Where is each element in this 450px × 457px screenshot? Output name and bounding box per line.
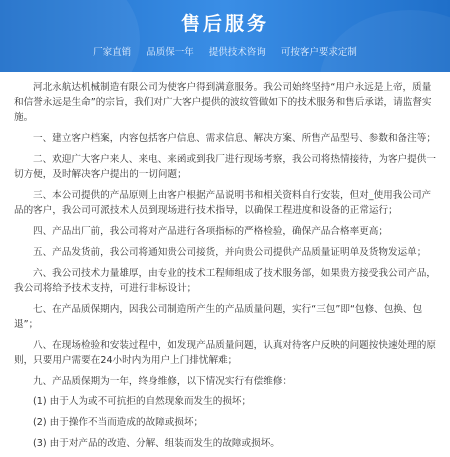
intro-paragraph: 河北永航达机械制造有限公司为使客户得到满意服务。我公司始终坚持“用户永远是上帝，质量和信誉永远是生命”的宗旨，我们对广大客户提供的波纹管做如下的技术服务和售后承诺，请监督实施。 — [14, 82, 432, 124]
service-item-7: 七、在产品质保期内，因我公司制造所产生的产品质量问题，实行“三包”即“包修、包换、包退”； — [14, 303, 423, 330]
slogan-bar — [0, 44, 450, 58]
paid-repair-condition-1: (1) 由于人为或不可抗拒的自然现象而发生的损坏； — [33, 396, 252, 408]
service-item-1: 一、建立客户档案，内容包括客户信息、需求信息、解决方案、所售产品型号、参数和备注等； — [33, 133, 436, 145]
slogan-warranty: 品质保一年 — [146, 47, 194, 58]
service-item-8: 八、在现场检验和安装过程中，如发现产品质量问题，认真对待客户反映的问题按快速处理的原则，只要用户需要在24小时内为用户上门排忧解难； — [14, 339, 436, 366]
service-item-9: 九、产品质保期为一年，终身维修，以下情况实行有偿维修： — [33, 375, 293, 387]
slogan-direct-sales: 厂家直销 — [93, 47, 132, 58]
service-item-5: 五、产品发货前，我公司将通知贵公司接货，并向贵公司提供产品质量证明单及货物发运单； — [33, 246, 427, 258]
service-item-6: 六、我公司技术力量雄厚，由专业的技术工程师组成了技术服务部，如果贵方接受我公司产品，我公司将给予技术支持，可进行非标设计； — [14, 267, 436, 294]
service-item-4: 四、产品出厂前，我公司将对产品进行各项指标的严格检验，确保产品合格率更高； — [33, 226, 388, 237]
service-item-2: 二、欢迎广大客户来人、来电、来函或到我厂进行现场考察，我公司将热情接待，为客户提供一切方便，及时解决客户提出的一切问题； — [14, 154, 436, 181]
slogan-custom: 可按客户要求定制 — [280, 47, 357, 58]
page-title: 售后服务 — [180, 13, 269, 35]
paid-repair-condition-3: (3) 由于对产品的改造、分解、组装而发生的故障或损坏。 — [33, 437, 280, 449]
service-item-3: 三、本公司提供的产品原则上由客户根据产品说明书和相关资料自行安装，但对_使用我公司产品的客户，我公司可派技术人员到现场进行技术指导，以确保工程进度和设备的正常运行； — [14, 190, 432, 217]
paid-repair-condition-2: (2) 由于操作不当而造成的故障或损坏； — [33, 417, 204, 429]
header-banner — [0, 0, 450, 72]
slogan-tech-consult: 提供技术咨询 — [208, 47, 266, 58]
service-content — [14, 80, 438, 457]
